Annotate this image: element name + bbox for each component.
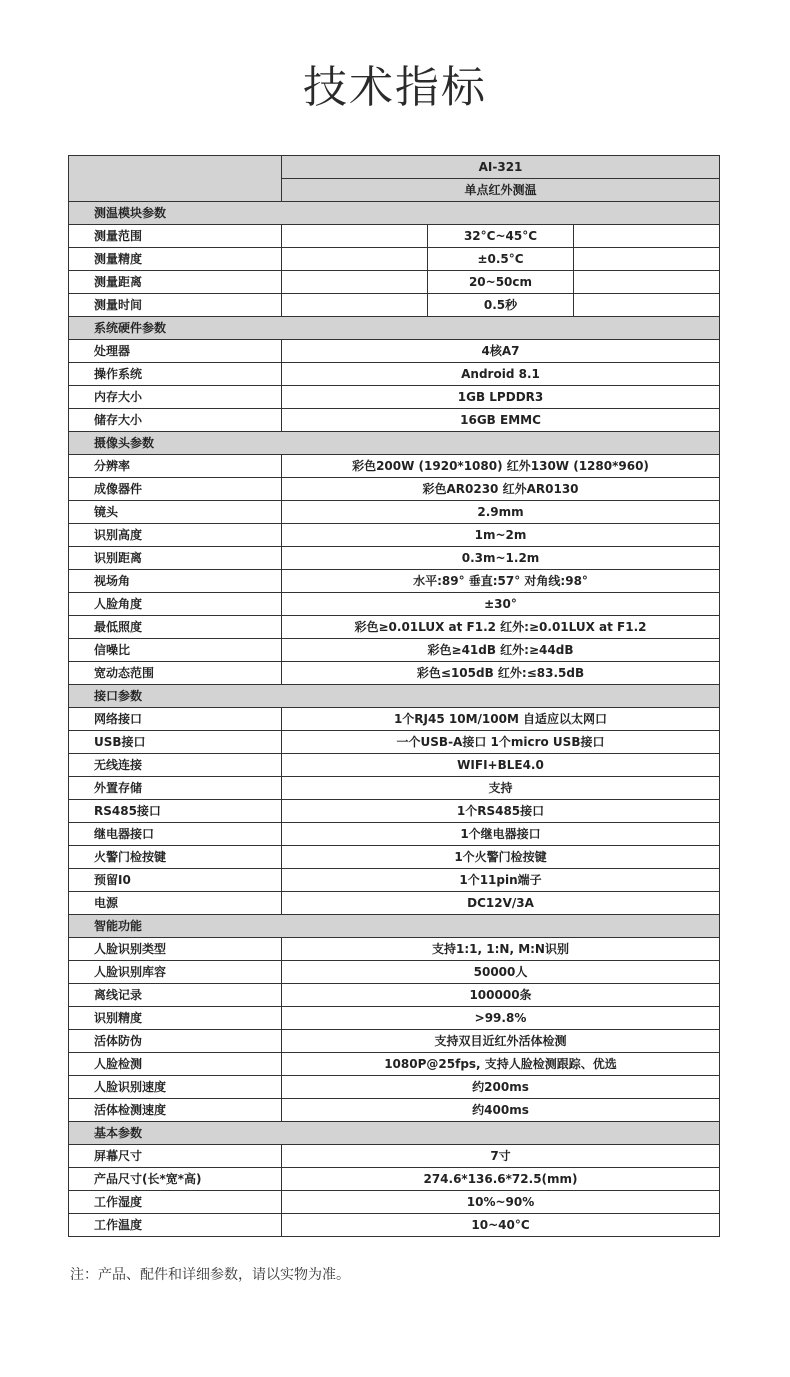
section-title: 智能功能 <box>69 915 720 938</box>
row-label: 人脸识别库容 <box>69 961 282 984</box>
row-value: 10~40°C <box>282 1214 720 1237</box>
row-label: 电源 <box>69 892 282 915</box>
table-row <box>69 708 720 731</box>
row-value: 1m~2m <box>282 524 720 547</box>
table-row <box>69 961 720 984</box>
row-value: 32°C~45°C <box>428 225 574 248</box>
table-row <box>69 846 720 869</box>
header-corner-cell <box>69 156 282 202</box>
table-row <box>69 731 720 754</box>
row-value: 16GB EMMC <box>282 409 720 432</box>
row-label: 成像器件 <box>69 478 282 501</box>
row-label: 人脸识别速度 <box>69 1076 282 1099</box>
table-row <box>69 547 720 570</box>
row-label: 活体防伪 <box>69 1030 282 1053</box>
row-value: 水平:89° 垂直:57° 对角线:98° <box>282 570 720 593</box>
row-label: 继电器接口 <box>69 823 282 846</box>
row-label: 网络接口 <box>69 708 282 731</box>
row-value: WIFI+BLE4.0 <box>282 754 720 777</box>
table-row <box>69 1099 720 1122</box>
row-value: 1个继电器接口 <box>282 823 720 846</box>
row-label: 分辨率 <box>69 455 282 478</box>
row-value: 1个11pin端子 <box>282 869 720 892</box>
row-label: 测量距离 <box>69 271 282 294</box>
table-row <box>69 823 720 846</box>
row-label: 工作温度 <box>69 1214 282 1237</box>
row-label: 镜头 <box>69 501 282 524</box>
row-label: 工作湿度 <box>69 1191 282 1214</box>
table-row <box>69 1168 720 1191</box>
section-title: 基本参数 <box>69 1122 720 1145</box>
row-label: 测量精度 <box>69 248 282 271</box>
row-label: 活体检测速度 <box>69 1099 282 1122</box>
table-row <box>69 1030 720 1053</box>
table-row <box>69 1007 720 1030</box>
row-label: 离线记录 <box>69 984 282 1007</box>
empty-cell <box>282 294 428 317</box>
table-row <box>69 1076 720 1099</box>
header-row-model <box>69 156 720 179</box>
table-row <box>69 593 720 616</box>
row-value: 支持双目近红外活体检测 <box>282 1030 720 1053</box>
table-row <box>69 800 720 823</box>
row-value: 支持1:1, 1:N, M:N识别 <box>282 938 720 961</box>
row-value: 2.9mm <box>282 501 720 524</box>
table-row <box>69 409 720 432</box>
row-label: 操作系统 <box>69 363 282 386</box>
section-header <box>69 432 720 455</box>
model-type: 单点红外测温 <box>282 179 720 202</box>
row-label: 测量时间 <box>69 294 282 317</box>
table-row <box>69 938 720 961</box>
table-row <box>69 225 720 248</box>
table-row <box>69 524 720 547</box>
row-label: 信噪比 <box>69 639 282 662</box>
empty-cell <box>282 248 428 271</box>
table-row <box>69 1053 720 1076</box>
row-value: 10%~90% <box>282 1191 720 1214</box>
table-row <box>69 892 720 915</box>
empty-cell <box>574 294 720 317</box>
section-header <box>69 317 720 340</box>
table-row <box>69 869 720 892</box>
empty-cell <box>282 225 428 248</box>
row-value: 约400ms <box>282 1099 720 1122</box>
table-row <box>69 363 720 386</box>
row-label: 人脸角度 <box>69 593 282 616</box>
section-title: 摄像头参数 <box>69 432 720 455</box>
row-value: 1个RS485接口 <box>282 800 720 823</box>
row-label: 人脸检测 <box>69 1053 282 1076</box>
row-value: DC12V/3A <box>282 892 720 915</box>
row-label: 预留I0 <box>69 869 282 892</box>
row-label: 处理器 <box>69 340 282 363</box>
table-row <box>69 271 720 294</box>
table-row <box>69 340 720 363</box>
page-title: 技术指标 <box>303 62 487 113</box>
row-value: 约200ms <box>282 1076 720 1099</box>
row-label: 内存大小 <box>69 386 282 409</box>
section-title: 测温模块参数 <box>69 202 720 225</box>
table-row <box>69 248 720 271</box>
row-label: 产品尺寸(长*宽*高) <box>69 1168 282 1191</box>
table-row <box>69 1145 720 1168</box>
footnote: 注：产品、配件和详细参数，请以实物为准。 <box>70 1267 350 1283</box>
empty-cell <box>574 248 720 271</box>
row-label: 识别距离 <box>69 547 282 570</box>
row-value: 1个火警门检按键 <box>282 846 720 869</box>
section-header-temp <box>69 202 720 225</box>
empty-cell <box>574 225 720 248</box>
empty-cell <box>574 271 720 294</box>
row-label: 屏幕尺寸 <box>69 1145 282 1168</box>
row-value: 50000人 <box>282 961 720 984</box>
row-value: 4核A7 <box>282 340 720 363</box>
table-row <box>69 639 720 662</box>
row-value: 0.3m~1.2m <box>282 547 720 570</box>
table-row <box>69 570 720 593</box>
row-value: 彩色≥41dB 红外:≥44dB <box>282 639 720 662</box>
table-row <box>69 1214 720 1237</box>
row-label: 无线连接 <box>69 754 282 777</box>
row-value: 一个USB-A接口 1个micro USB接口 <box>282 731 720 754</box>
row-label: 储存大小 <box>69 409 282 432</box>
row-label: USB接口 <box>69 731 282 754</box>
row-value: 274.6*136.6*72.5(mm) <box>282 1168 720 1191</box>
table-row <box>69 1191 720 1214</box>
row-value: 彩色≥0.01LUX at F1.2 红外:≥0.01LUX at F1.2 <box>282 616 720 639</box>
table-row <box>69 478 720 501</box>
row-label: 最低照度 <box>69 616 282 639</box>
row-value: 彩色200W (1920*1080) 红外130W (1280*960) <box>282 455 720 478</box>
row-value: 1080P@25fps, 支持人脸检测跟踪、优选 <box>282 1053 720 1076</box>
section-header <box>69 1122 720 1145</box>
row-value: ±0.5°C <box>428 248 574 271</box>
row-label: 识别精度 <box>69 1007 282 1030</box>
table-row <box>69 777 720 800</box>
spec-table <box>68 155 720 1237</box>
row-value: 7寸 <box>282 1145 720 1168</box>
row-label: 外置存储 <box>69 777 282 800</box>
table-row <box>69 294 720 317</box>
row-value: 0.5秒 <box>428 294 574 317</box>
row-value: 支持 <box>282 777 720 800</box>
row-value: Android 8.1 <box>282 363 720 386</box>
section-title: 接口参数 <box>69 685 720 708</box>
row-value: 20~50cm <box>428 271 574 294</box>
table-row <box>69 455 720 478</box>
section-header <box>69 915 720 938</box>
row-value: >99.8% <box>282 1007 720 1030</box>
row-value: 100000条 <box>282 984 720 1007</box>
row-value: 彩色AR0230 红外AR0130 <box>282 478 720 501</box>
section-title: 系统硬件参数 <box>69 317 720 340</box>
section-header <box>69 685 720 708</box>
row-label: 视场角 <box>69 570 282 593</box>
table-row <box>69 754 720 777</box>
table-row <box>69 984 720 1007</box>
row-label: 测量范围 <box>69 225 282 248</box>
table-row <box>69 501 720 524</box>
table-row <box>69 662 720 685</box>
row-label: 宽动态范围 <box>69 662 282 685</box>
table-row <box>69 386 720 409</box>
row-label: 识别高度 <box>69 524 282 547</box>
row-label: RS485接口 <box>69 800 282 823</box>
row-value: 1GB LPDDR3 <box>282 386 720 409</box>
row-value: ±30° <box>282 593 720 616</box>
row-value: 1个RJ45 10M/100M 自适应以太网口 <box>282 708 720 731</box>
row-label: 人脸识别类型 <box>69 938 282 961</box>
row-label: 火警门检按键 <box>69 846 282 869</box>
model-name: AI-321 <box>282 156 720 179</box>
table-row <box>69 616 720 639</box>
row-value: 彩色≤105dB 红外:≤83.5dB <box>282 662 720 685</box>
empty-cell <box>282 271 428 294</box>
